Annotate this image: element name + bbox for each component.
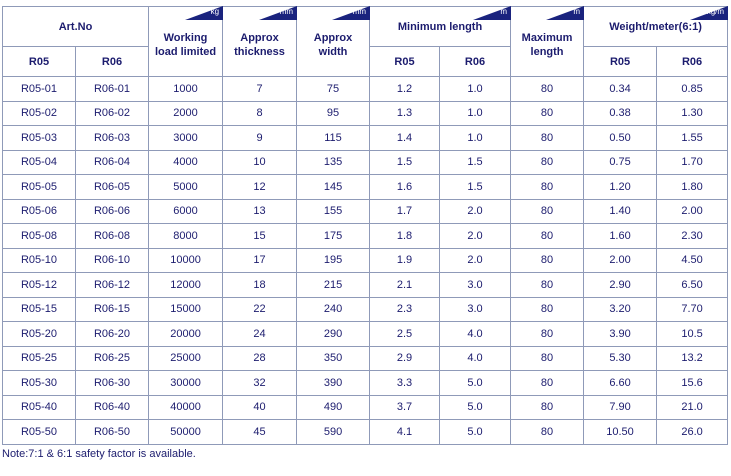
cell-working-load: 40000 bbox=[149, 395, 223, 420]
cell-min-length-r05: 3.3 bbox=[370, 371, 440, 396]
cell-weight-r06: 15.6 bbox=[657, 371, 728, 396]
header-r05: R05 bbox=[3, 47, 76, 77]
cell-thickness: 13 bbox=[223, 199, 297, 224]
cell-working-load: 50000 bbox=[149, 420, 223, 445]
cell-art-no-r06: R06-03 bbox=[76, 126, 149, 151]
header-max-length-line2: length bbox=[530, 45, 564, 58]
cell-working-load: 10000 bbox=[149, 248, 223, 273]
cell-weight-r06: 2.30 bbox=[657, 224, 728, 249]
cell-width: 290 bbox=[297, 322, 370, 347]
cell-weight-r05: 0.34 bbox=[584, 77, 657, 102]
cell-working-load: 2000 bbox=[149, 101, 223, 126]
header-min-r05: R05 bbox=[370, 47, 440, 77]
header-max-length-line1: Maximum bbox=[521, 31, 573, 44]
cell-min-length-r05: 1.8 bbox=[370, 224, 440, 249]
cell-art-no-r06: R06-02 bbox=[76, 101, 149, 126]
unit-tab bbox=[312, 6, 370, 20]
cell-weight-r05: 6.60 bbox=[584, 371, 657, 396]
cell-weight-r05: 0.50 bbox=[584, 126, 657, 151]
cell-weight-r06: 10.5 bbox=[657, 322, 728, 347]
cell-art-no-r06: R06-25 bbox=[76, 346, 149, 371]
cell-working-load: 4000 bbox=[149, 150, 223, 175]
cell-width: 240 bbox=[297, 297, 370, 322]
cell-min-length-r05: 2.3 bbox=[370, 297, 440, 322]
cell-max-length: 80 bbox=[511, 224, 584, 249]
header-art-no bbox=[3, 7, 149, 47]
table-row bbox=[3, 199, 728, 224]
cell-weight-r05: 3.20 bbox=[584, 297, 657, 322]
cell-min-length-r05: 1.9 bbox=[370, 248, 440, 273]
header-working-load-line2: load limited bbox=[154, 45, 217, 58]
cell-art-no-r05: R05-01 bbox=[3, 77, 76, 102]
cell-weight-r06: 0.85 bbox=[657, 77, 728, 102]
unit-kg-per-m: kg/m bbox=[706, 7, 725, 16]
cell-weight-r06: 2.00 bbox=[657, 199, 728, 224]
table-row bbox=[3, 371, 728, 396]
cell-thickness: 45 bbox=[223, 420, 297, 445]
cell-min-length-r06: 4.0 bbox=[440, 346, 511, 371]
table-body bbox=[3, 77, 728, 445]
header-r06: R06 bbox=[76, 47, 149, 77]
cell-width: 115 bbox=[297, 126, 370, 151]
table-row bbox=[3, 322, 728, 347]
table-row bbox=[3, 101, 728, 126]
cell-working-load: 8000 bbox=[149, 224, 223, 249]
cell-weight-r06: 13.2 bbox=[657, 346, 728, 371]
cell-art-no-r06: R06-10 bbox=[76, 248, 149, 273]
cell-thickness: 7 bbox=[223, 77, 297, 102]
cell-max-length: 80 bbox=[511, 126, 584, 151]
cell-max-length: 80 bbox=[511, 322, 584, 347]
cell-art-no-r05: R05-40 bbox=[3, 395, 76, 420]
cell-min-length-r06: 2.0 bbox=[440, 199, 511, 224]
cell-min-length-r05: 4.1 bbox=[370, 420, 440, 445]
header-weight-r05: R05 bbox=[584, 47, 657, 77]
cell-weight-r05: 1.20 bbox=[584, 175, 657, 200]
cell-thickness: 10 bbox=[223, 150, 297, 175]
table-row bbox=[3, 150, 728, 175]
cell-thickness: 22 bbox=[223, 297, 297, 322]
unit-kg: kg bbox=[210, 7, 220, 16]
cell-art-no-r05: R05-06 bbox=[3, 199, 76, 224]
cell-art-no-r05: R05-08 bbox=[3, 224, 76, 249]
cell-weight-r05: 0.38 bbox=[584, 101, 657, 126]
cell-min-length-r06: 5.0 bbox=[440, 371, 511, 396]
cell-min-length-r05: 2.9 bbox=[370, 346, 440, 371]
cell-art-no-r05: R05-03 bbox=[3, 126, 76, 151]
cell-min-length-r05: 1.4 bbox=[370, 126, 440, 151]
cell-thickness: 32 bbox=[223, 371, 297, 396]
header-working-load-line1: Working bbox=[163, 31, 208, 44]
header-weight-r06: R06 bbox=[657, 47, 728, 77]
cell-width: 155 bbox=[297, 199, 370, 224]
header-thickness-line1: Approx bbox=[240, 31, 279, 44]
cell-min-length-r05: 1.7 bbox=[370, 199, 440, 224]
cell-thickness: 12 bbox=[223, 175, 297, 200]
cell-max-length: 80 bbox=[511, 77, 584, 102]
cell-weight-r05: 5.30 bbox=[584, 346, 657, 371]
cell-min-length-r06: 3.0 bbox=[440, 273, 511, 298]
cell-weight-r05: 10.50 bbox=[584, 420, 657, 445]
cell-thickness: 24 bbox=[223, 322, 297, 347]
cell-min-length-r05: 3.7 bbox=[370, 395, 440, 420]
cell-weight-r06: 1.55 bbox=[657, 126, 728, 151]
unit-tab bbox=[453, 6, 511, 20]
cell-art-no-r06: R06-04 bbox=[76, 150, 149, 175]
cell-min-length-r06: 1.5 bbox=[440, 175, 511, 200]
header-min-length-label: Minimum length bbox=[397, 20, 483, 33]
cell-art-no-r05: R05-25 bbox=[3, 346, 76, 371]
cell-art-no-r05: R05-15 bbox=[3, 297, 76, 322]
cell-max-length: 80 bbox=[511, 150, 584, 175]
table-row bbox=[3, 175, 728, 200]
cell-width: 350 bbox=[297, 346, 370, 371]
unit-m: m bbox=[573, 7, 581, 16]
cell-thickness: 28 bbox=[223, 346, 297, 371]
cell-max-length: 80 bbox=[511, 248, 584, 273]
cell-width: 590 bbox=[297, 420, 370, 445]
cell-weight-r05: 1.60 bbox=[584, 224, 657, 249]
cell-thickness: 18 bbox=[223, 273, 297, 298]
cell-thickness: 9 bbox=[223, 126, 297, 151]
header-art-no-label: Art.No bbox=[58, 20, 93, 33]
cell-art-no-r06: R06-08 bbox=[76, 224, 149, 249]
table-row bbox=[3, 248, 728, 273]
unit-tab bbox=[165, 6, 223, 20]
cell-weight-r05: 7.90 bbox=[584, 395, 657, 420]
table-row bbox=[3, 126, 728, 151]
cell-weight-r06: 1.30 bbox=[657, 101, 728, 126]
cell-min-length-r06: 4.0 bbox=[440, 322, 511, 347]
cell-width: 215 bbox=[297, 273, 370, 298]
cell-working-load: 6000 bbox=[149, 199, 223, 224]
table-row bbox=[3, 273, 728, 298]
cell-max-length: 80 bbox=[511, 395, 584, 420]
cell-min-length-r05: 1.2 bbox=[370, 77, 440, 102]
cell-max-length: 80 bbox=[511, 273, 584, 298]
cell-thickness: 17 bbox=[223, 248, 297, 273]
cell-weight-r05: 1.40 bbox=[584, 199, 657, 224]
cell-art-no-r05: R05-12 bbox=[3, 273, 76, 298]
cell-art-no-r05: R05-30 bbox=[3, 371, 76, 396]
cell-weight-r05: 2.00 bbox=[584, 248, 657, 273]
cell-min-length-r05: 2.1 bbox=[370, 273, 440, 298]
cell-min-length-r06: 1.0 bbox=[440, 77, 511, 102]
cell-art-no-r05: R05-05 bbox=[3, 175, 76, 200]
cell-width: 195 bbox=[297, 248, 370, 273]
table-row bbox=[3, 297, 728, 322]
cell-art-no-r06: R06-06 bbox=[76, 199, 149, 224]
unit-m: m bbox=[500, 7, 508, 16]
cell-weight-r05: 3.90 bbox=[584, 322, 657, 347]
cell-weight-r06: 1.80 bbox=[657, 175, 728, 200]
unit-tab bbox=[526, 6, 584, 20]
cell-art-no-r06: R06-50 bbox=[76, 420, 149, 445]
specification-table bbox=[2, 6, 728, 445]
unit-tab bbox=[239, 6, 297, 20]
cell-thickness: 8 bbox=[223, 101, 297, 126]
unit-tab bbox=[670, 6, 728, 20]
cell-working-load: 5000 bbox=[149, 175, 223, 200]
cell-min-length-r06: 1.0 bbox=[440, 126, 511, 151]
footnote: Note:7:1 & 6:1 safety factor is available. bbox=[2, 448, 196, 460]
cell-art-no-r06: R06-20 bbox=[76, 322, 149, 347]
cell-working-load: 25000 bbox=[149, 346, 223, 371]
cell-width: 135 bbox=[297, 150, 370, 175]
cell-weight-r05: 0.75 bbox=[584, 150, 657, 175]
cell-working-load: 12000 bbox=[149, 273, 223, 298]
unit-mm: mm bbox=[352, 7, 367, 16]
cell-weight-r06: 6.50 bbox=[657, 273, 728, 298]
cell-working-load: 3000 bbox=[149, 126, 223, 151]
cell-weight-r06: 4.50 bbox=[657, 248, 728, 273]
cell-working-load: 30000 bbox=[149, 371, 223, 396]
cell-art-no-r05: R05-20 bbox=[3, 322, 76, 347]
cell-art-no-r06: R06-30 bbox=[76, 371, 149, 396]
cell-min-length-r05: 1.5 bbox=[370, 150, 440, 175]
cell-weight-r06: 26.0 bbox=[657, 420, 728, 445]
cell-min-length-r06: 1.0 bbox=[440, 101, 511, 126]
cell-art-no-r06: R06-15 bbox=[76, 297, 149, 322]
table-row bbox=[3, 346, 728, 371]
header-max-length bbox=[511, 7, 584, 77]
cell-max-length: 80 bbox=[511, 297, 584, 322]
header-width-line1: Approx bbox=[313, 31, 353, 44]
cell-working-load: 1000 bbox=[149, 77, 223, 102]
header-width-line2: width bbox=[318, 45, 348, 58]
cell-min-length-r06: 5.0 bbox=[440, 395, 511, 420]
header-thickness bbox=[223, 7, 297, 77]
cell-max-length: 80 bbox=[511, 199, 584, 224]
header-working-load bbox=[149, 7, 223, 77]
table-row bbox=[3, 395, 728, 420]
cell-art-no-r05: R05-02 bbox=[3, 101, 76, 126]
cell-width: 95 bbox=[297, 101, 370, 126]
header-width bbox=[297, 7, 370, 77]
cell-max-length: 80 bbox=[511, 101, 584, 126]
cell-width: 175 bbox=[297, 224, 370, 249]
cell-art-no-r05: R05-04 bbox=[3, 150, 76, 175]
cell-width: 75 bbox=[297, 77, 370, 102]
cell-weight-r06: 1.70 bbox=[657, 150, 728, 175]
cell-working-load: 20000 bbox=[149, 322, 223, 347]
cell-min-length-r06: 1.5 bbox=[440, 150, 511, 175]
unit-mm: mm bbox=[279, 7, 294, 16]
cell-weight-r06: 7.70 bbox=[657, 297, 728, 322]
cell-width: 390 bbox=[297, 371, 370, 396]
cell-max-length: 80 bbox=[511, 175, 584, 200]
cell-art-no-r05: R05-10 bbox=[3, 248, 76, 273]
cell-min-length-r06: 2.0 bbox=[440, 224, 511, 249]
header-min-length bbox=[370, 7, 511, 47]
cell-thickness: 40 bbox=[223, 395, 297, 420]
cell-max-length: 80 bbox=[511, 346, 584, 371]
cell-weight-r05: 2.90 bbox=[584, 273, 657, 298]
cell-art-no-r06: R06-01 bbox=[76, 77, 149, 102]
cell-max-length: 80 bbox=[511, 420, 584, 445]
cell-art-no-r06: R06-12 bbox=[76, 273, 149, 298]
cell-art-no-r05: R05-50 bbox=[3, 420, 76, 445]
header-weight-label: Weight/meter(6:1) bbox=[609, 20, 702, 33]
table-row bbox=[3, 77, 728, 102]
cell-min-length-r05: 2.5 bbox=[370, 322, 440, 347]
header-min-r06: R06 bbox=[440, 47, 511, 77]
cell-min-length-r06: 5.0 bbox=[440, 420, 511, 445]
cell-width: 145 bbox=[297, 175, 370, 200]
cell-weight-r06: 21.0 bbox=[657, 395, 728, 420]
header-thickness-line2: thickness bbox=[234, 45, 285, 58]
cell-min-length-r05: 1.6 bbox=[370, 175, 440, 200]
cell-art-no-r06: R06-40 bbox=[76, 395, 149, 420]
header-weight bbox=[584, 7, 728, 47]
cell-min-length-r06: 2.0 bbox=[440, 248, 511, 273]
cell-art-no-r06: R06-05 bbox=[76, 175, 149, 200]
cell-min-length-r05: 1.3 bbox=[370, 101, 440, 126]
cell-width: 490 bbox=[297, 395, 370, 420]
cell-working-load: 15000 bbox=[149, 297, 223, 322]
cell-thickness: 15 bbox=[223, 224, 297, 249]
cell-min-length-r06: 3.0 bbox=[440, 297, 511, 322]
table-row bbox=[3, 420, 728, 445]
table-row bbox=[3, 224, 728, 249]
cell-max-length: 80 bbox=[511, 371, 584, 396]
